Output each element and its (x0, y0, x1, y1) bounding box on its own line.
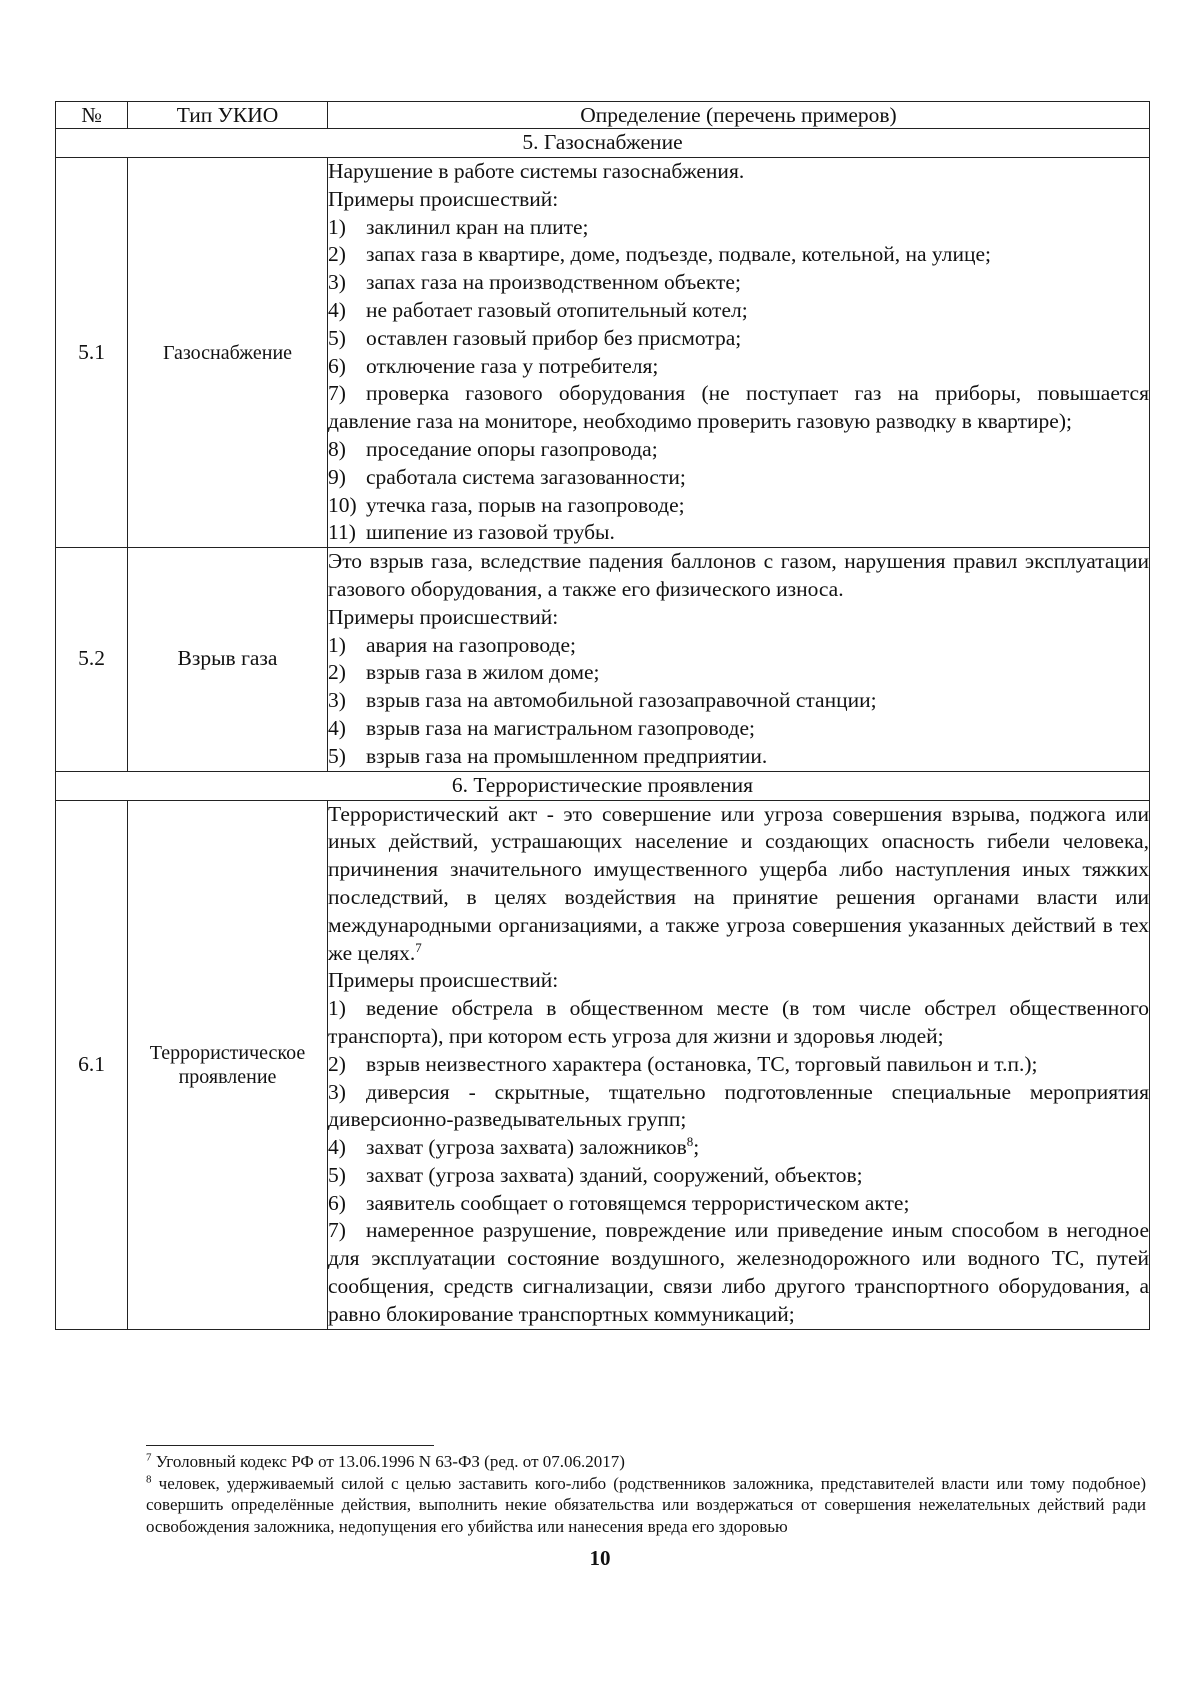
list-item-text: не работает газовый отопительный котел; (366, 297, 748, 322)
list-item (328, 995, 1149, 1051)
footnotes (146, 1451, 1146, 1537)
row-num: 5.1 (56, 158, 128, 548)
list-item (328, 297, 1149, 325)
list-item-text: взрыв неизвестного характера (остановка, ТС, торговый павильон и т.п.); (366, 1051, 1038, 1076)
table-row (56, 548, 1150, 771)
list-item-text: запах газа на производственном объекте; (366, 270, 741, 295)
list-item-number: 5) (328, 325, 346, 350)
section-header-row (56, 129, 1150, 158)
definition-intro (328, 801, 1149, 968)
list-item-text: проседание опоры газопровода; (366, 436, 658, 461)
list-item-text: шипение из газовой трубы. (366, 520, 615, 545)
list-item-text: захват (угроза захвата) зданий, сооружений, объектов; (366, 1162, 863, 1187)
list-item (328, 214, 1149, 242)
list-item (328, 380, 1149, 436)
list-item-number: 9) (328, 464, 346, 489)
section-header-row (56, 771, 1150, 800)
table-row (56, 800, 1150, 1329)
list-item (328, 464, 1149, 492)
examples-list (328, 995, 1149, 1329)
list-item-text: авария на газопроводе; (366, 632, 576, 657)
footnote (146, 1451, 1146, 1473)
list-item (328, 1217, 1149, 1328)
examples-label: Примеры происшествий: (328, 186, 559, 211)
examples-label: Примеры происшествий: (328, 604, 559, 629)
list-item-number: 10) (328, 492, 357, 517)
list-item-number: 3) (328, 270, 346, 295)
definition-intro-text: Террористический акт - это совершение или угроза совершения взрыва, поджога или иных действий, устрашающих население и создающих опасность гибели человека, причинения значительного имущественного ущерба либо наступления иных тяжких последствий, в целях воздействия на принятие решения органами власти или международными организациями, а также угроза совершения указанных действий в тех же целях. (328, 801, 1149, 965)
list-item (328, 687, 1149, 715)
examples-label: Примеры происшествий: (328, 968, 559, 993)
page-number: 10 (589, 1546, 611, 1570)
footnote-text: человек, удерживаемый силой с целью заставить кого-либо (родственников заложника, представителей власти или тому подобное) совершить определённые действия, выполнить некие обязательства или воздержаться от совершения нежелательных действий ради освобождения заложника, недопущения его убийства или нанесения вреда его здоровью (146, 1473, 1146, 1536)
list-item-number: 3) (328, 688, 346, 713)
list-item-number: 7) (328, 1218, 346, 1243)
examples-list (328, 214, 1149, 548)
row-num: 5.2 (56, 548, 128, 771)
header-definition: Определение (перечень примеров) (328, 102, 1150, 129)
list-item (328, 659, 1149, 687)
list-item-text: взрыв газа на магистральном газопроводе; (366, 715, 756, 740)
section-title-gas: 5. Газоснабжение (56, 129, 1150, 158)
header-type: Тип УКИО (128, 102, 328, 129)
list-item (328, 492, 1149, 520)
list-item (328, 519, 1149, 547)
examples-list (328, 632, 1149, 771)
list-item-text: оставлен газовый прибор без присмотра; (366, 325, 742, 350)
list-item-number: 5) (328, 743, 346, 768)
list-item (328, 1134, 1149, 1162)
list-item-text: взрыв газа на автомобильной газозаправочной станции; (366, 688, 877, 713)
list-item-text: диверсия - скрытные, тщательно подготовленные специальные мероприятия диверсионно-разведывательных групп; (328, 1079, 1149, 1132)
list-item (328, 1079, 1149, 1135)
list-item-text: запах газа в квартире, доме, подъезде, подвале, котельной, на улице; (366, 242, 991, 267)
footnote-divider (146, 1445, 434, 1446)
list-item (328, 1162, 1149, 1190)
list-item (328, 436, 1149, 464)
section-title-terror: 6. Террористические проявления (56, 771, 1150, 800)
footnote-ref[interactable]: 8 (686, 1133, 694, 1149)
list-item-text: взрыв газа в жилом доме; (366, 660, 600, 685)
list-item (328, 325, 1149, 353)
footnote (146, 1473, 1146, 1538)
list-item-number: 4) (328, 715, 346, 740)
list-item-number: 5) (328, 1162, 346, 1187)
list-item-number: 6) (328, 1190, 346, 1215)
row-type: Газоснабжение (128, 158, 328, 548)
row-definition (328, 800, 1150, 1329)
table-header-row (56, 102, 1150, 129)
list-item-number: 8) (328, 436, 346, 461)
list-item-number: 6) (328, 353, 346, 378)
list-item-number: 11) (328, 520, 356, 545)
footnote-mark: 7 (146, 1451, 152, 1464)
list-item (328, 743, 1149, 771)
list-item-number: 2) (328, 242, 346, 267)
row-num: 6.1 (56, 800, 128, 1329)
list-item-number: 2) (328, 1051, 346, 1076)
list-item-number: 1) (328, 996, 346, 1021)
list-item-text: захват (угроза захвата) заложников (366, 1135, 687, 1160)
list-item-number: 2) (328, 660, 346, 685)
list-item (328, 1051, 1149, 1079)
list-item-text: отключение газа у потребителя; (366, 353, 659, 378)
list-item-text: намеренное разрушение, повреждение или приведение иным способом в негодное для эксплуатации состояние воздушного, железнодорожного или водного ТС, путей сообщения, средств сигнализации, связи либо другого транспортного оборудования, а равно блокирование транспортных коммуникаций; (328, 1218, 1149, 1326)
list-item-number: 1) (328, 214, 346, 239)
footnote-ref[interactable]: 7 (415, 939, 422, 955)
list-item-tail: ; (693, 1135, 700, 1160)
header-num: № (56, 102, 128, 129)
list-item (328, 715, 1149, 743)
list-item-text: утечка газа, порыв на газопроводе; (366, 492, 685, 517)
row-definition (328, 548, 1150, 771)
row-type: Террористическое проявление (128, 800, 328, 1329)
row-type: Взрыв газа (128, 548, 328, 771)
list-item-text: ведение обстрела в общественном месте (в том числе обстрел общественного транспорта), при котором есть угроза для жизни и здоровья людей; (328, 996, 1149, 1048)
definition-intro: Это взрыв газа, вследствие падения баллонов с газом, нарушения правил эксплуатации газового оборудования, а также его физического износа. (328, 549, 1149, 601)
list-item-number: 4) (328, 1135, 346, 1160)
list-item-text: взрыв газа на промышленном предприятии. (366, 743, 768, 768)
list-item-text: заклинил кран на плите; (366, 214, 589, 239)
list-item (328, 632, 1149, 660)
list-item-number: 4) (328, 297, 346, 322)
row-definition (328, 158, 1150, 548)
list-item-number: 1) (328, 632, 346, 657)
list-item-text: сработала система загазованности; (366, 464, 686, 489)
definition-intro: Нарушение в работе системы газоснабжения. (328, 159, 745, 183)
list-item (328, 1190, 1149, 1218)
ukio-table (55, 101, 1150, 1330)
list-item (328, 353, 1149, 381)
list-item-number: 7) (328, 381, 346, 406)
list-item-text: заявитель сообщает о готовящемся террористическом акте; (366, 1190, 910, 1215)
footnote-text: Уголовный кодекс РФ от 13.06.1996 N 63-ФЗ (ред. от 07.06.2017) (151, 1452, 625, 1471)
list-item (328, 269, 1149, 297)
footnote-mark: 8 (146, 1472, 152, 1485)
list-item-text: проверка газового оборудования (не поступает газ на приборы, повышается давление газа на мониторе, необходимо проверить газовую разводку в квартире); (328, 381, 1149, 434)
table-row (56, 158, 1150, 548)
list-item (328, 241, 1149, 269)
list-item-number: 3) (328, 1079, 346, 1104)
